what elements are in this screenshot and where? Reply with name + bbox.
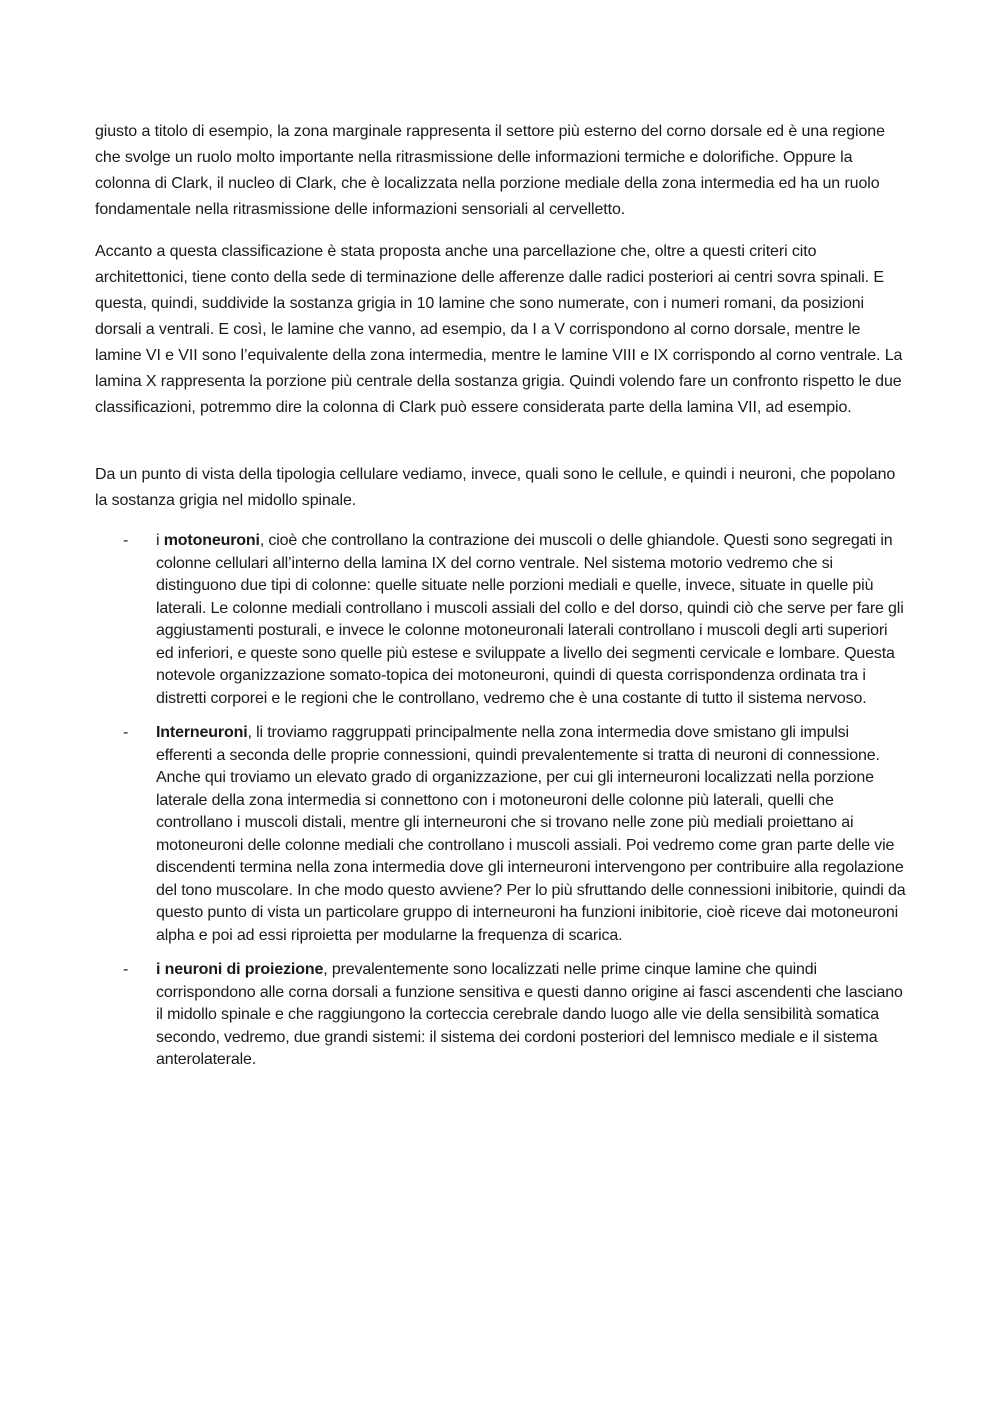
neuron-type-list	[0, 530, 1000, 1084]
list-item-interneuroni	[0, 722, 1000, 947]
paragraph-zona-marginale: giusto a titolo di esempio, la zona marginale rappresenta il settore più esterno del corno dorsale ed è una regione che svolge un ruolo molto importante nella ritrasmissione delle informazioni termiche e dolorifiche. Oppure la colonna di Clark, il nucleo di Clark, che è localizzata nella porzione mediale della zona intermedia ed ha un ruolo fondamentale nella ritrasmissione delle informazioni sensoriali al cervelletto.	[95, 123, 885, 218]
paragraph-lamine-classificazione: Accanto a questa classificazione è stata proposta anche una parcellazione che, oltre a questi criteri cito architettonici, tiene conto della sede di terminazione delle afferenze dalle radici posteriori ai centri sovra spinali. E questa, quindi, suddivide la sostanza grigia in 10 lamine che sono numerate, con i numeri romani, da posizioni dorsali a ventrali. E così, le lamine che vanno, ad esempio, da I a V corrispondono al corno dorsale, mentre le lamine VI e VII sono l’equivalente della zona intermedia, mentre le lamine VIII e IX corrispondo al corno ventrale. La lamina X rappresenta la porzione più centrale della sostanza grigia. Quindi volendo fare un confronto rispetto le due classificazioni, potremmo dire la colonna di Clark può essere considerata parte della lamina VII, ad esempio.	[95, 243, 903, 416]
list-item-text: , li troviamo raggruppati principalmente nella zona intermedia dove smistano gli impulsi efferenti a seconda delle proprie connessioni, quindi prevalentemente si tratta di neuroni di connessione. Anche qui troviamo un elevato grado di organizzazione, per cui gli interneuroni localizzati nella porzione laterale della zona intermedia si connettono con i motoneuroni delle colonne più laterali, quelli che controllano i muscoli distali, mentre gli interneuroni che si trovano nelle zone più mediali proiettano ai motoneuroni delle colonne mediali che controllano i muscoli assiali. Poi vedremo come gran parte delle vie discendenti termina nella zona intermedia dove gli interneuroni intervengono per contribuire alla regolazione del tono muscolare. In che modo questo avviene? Per lo più sfruttando delle connessioni inibitorie, quindi da questo punto di vista un particolare gruppo di interneuroni ha funzioni inibitorie, cioè riceve dai motoneuroni alpha e poi ad essi riproietta per modularne la frequenza di scarica.	[156, 724, 906, 944]
bullet-dash: -	[123, 532, 129, 549]
bullet-dash: -	[123, 724, 129, 741]
list-item-lead: i	[156, 532, 164, 549]
paragraph-tipologia-cellulare: Da un punto di vista della tipologia cellulare vediamo, invece, quali sono le cellule, e quindi i neuroni, che popolano la sostanza grigia nel midollo spinale.	[95, 466, 896, 509]
list-item-text: , prevalentemente sono localizzati nelle prime cinque lamine che quindi corrispondono alle corna dorsali a funzione sensitiva e questi danno origine ai fasci ascendenti che lasciano il midollo spinale e che raggiungono la corteccia cerebrale dando luogo alle vie della sensibilità somatica secondo, vedremo, due grandi sistemi: il sistema dei cordoni posteriori del lemnisco mediale e il sistema anterolaterale.	[156, 961, 903, 1068]
bullet-dash: -	[123, 961, 129, 978]
list-item-neuroni-proiezione	[0, 959, 1000, 1072]
term-motoneuroni: motoneuroni	[163, 532, 260, 549]
term-neuroni-di-proiezione: i neuroni di proiezione	[156, 961, 324, 978]
list-item-motoneuroni	[0, 530, 1000, 710]
term-interneuroni: Interneuroni	[156, 724, 248, 741]
list-item-text: , cioè che controllano la contrazione dei muscoli o delle ghiandole. Questi sono segregati in colonne cellulari all’interno della lamina IX del corno ventrale. Nel sistema motorio vedremo che si distinguono due tipi di colonne: quelle situate nelle porzioni mediali e quelle, invece, situate in quelle più laterali. Le colonne mediali controllano i muscoli assiali del collo e del dorso, quindi ciò che serve per fare gli aggiustamenti posturali, e invece le colonne motoneuronali laterali controllano i muscoli degli arti superiori ed inferiori, e queste sono quelle più estese e sviluppate a livello dei segmenti cervicale e lombare. Questa notevole organizzazione somato-topica dei motoneuroni, quindi di questa corrispondenza ordinata tra i distretti corporei e le regioni che le controllano, vedremo che è una costante di tutto il sistema nervoso.	[156, 532, 904, 707]
